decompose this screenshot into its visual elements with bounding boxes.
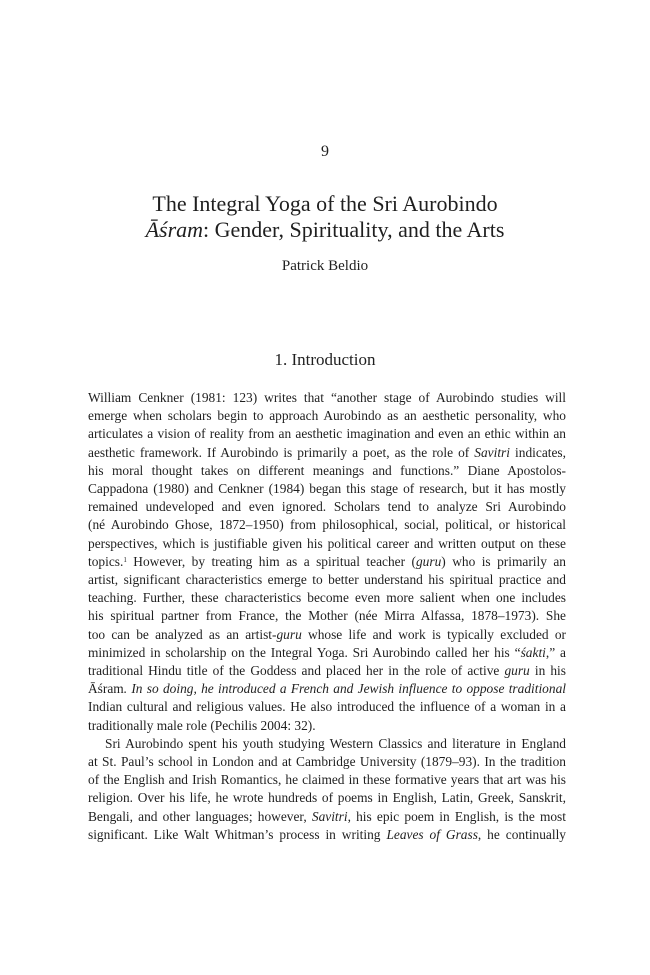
text-line: (né Aurobindo Ghose, 1872–1950) from philosophical, social, political, or historical	[88, 517, 566, 533]
text-line: emerge when scholars begin to approach Aurobindo as an aesthetic personality, who	[88, 408, 566, 424]
text-line: topics.$^1$ However, by treating him as a spiritual teacher (guru) who is primarily an	[88, 553, 567, 569]
text-line: teaching. Further, these characteristics become even more salient when one includes	[88, 590, 566, 606]
section-heading: 1. Introduction	[274, 350, 376, 369]
chapter-title	[0, 191, 650, 243]
italic-term: Savitri	[474, 444, 510, 460]
text-line: remained undeveloped and even ignored. Scholars tend to analyze Sri Aurobindo	[88, 499, 566, 515]
body-text	[88, 389, 566, 844]
paragraph-2	[88, 735, 566, 844]
text-line: Bengali, and other languages; however, Savitri, his epic poem in English, is the most	[88, 808, 566, 824]
chapter-title-line-2-rest: : Gender, Spirituality, and the Arts	[203, 217, 505, 242]
text-line: traditional Hindu title of the Goddess and placed her in the role of active guru in his	[88, 663, 566, 679]
text-line: religion. Over his life, he wrote hundreds of poems in English, Latin, Greek, Sanskrit,	[88, 790, 566, 806]
text-line: his moral thought takes on different meanings and functions.” Diane Apostolos-	[88, 462, 566, 478]
footnote-marker: 1	[123, 555, 127, 564]
text-line: Cappadona (1980) and Cenkner (1984) began this stage of research, but it has mostly	[88, 481, 566, 497]
text-line: minimized in scholarship on the Integral Yoga. Sri Aurobindo called her his “śakti,” a	[88, 644, 566, 660]
text-line: traditionally male role (Pechilis 2004: 32).	[88, 717, 316, 733]
author-name: Patrick Beldio	[281, 258, 369, 274]
italic-term: śakti	[520, 644, 546, 660]
chapter-number: 9	[321, 143, 329, 160]
chapter-title-italic-term: Āśram	[145, 217, 204, 242]
chapter-title-line-2	[0, 217, 650, 243]
text-line: at St. Paul’s school in London and at Cambridge University (1879–93). In the tradition	[88, 754, 566, 770]
text-line: Sri Aurobindo spent his youth studying Western Classics and literature in England	[105, 735, 566, 751]
text-line: significant. Like Walt Whitman’s process in writing Leaves of Grass, he continually	[88, 826, 567, 842]
text-line: William Cenkner (1981: 123) writes that “another stage of Aurobindo studies will	[88, 390, 566, 405]
text-line: perspectives, which is justifiable given his political career and written output on these	[88, 535, 566, 551]
italic-term: Leaves of Grass	[386, 826, 478, 842]
italic-term: . In so doing, he introduced a French and Jewish influence to oppose traditional	[123, 681, 566, 697]
text-line: of the English and Irish Romantics, he claimed in these formative years that art was his	[88, 772, 566, 788]
italic-term: Savitri	[311, 808, 348, 824]
text-line: articulates a vision of reality from an aesthetic imagination and even an ethic within an	[88, 426, 566, 442]
italic-term: guru	[504, 663, 530, 679]
text-line: Indian cultural and religious values. He also introduced the influence of a woman in a	[88, 699, 566, 715]
text-line: Āśram. In so doing, he introduced a French and Jewish influence to oppose traditional	[88, 681, 566, 697]
text-line: his spiritual partner from France, the Mother (née Mirra Alfassa, 1878–1973). She	[88, 608, 566, 624]
italic-term: guru	[415, 553, 442, 569]
text-line: aesthetic framework. If Aurobindo is primarily a poet, as the role of Savitri indicates,	[88, 444, 566, 460]
text-line: artist, significant characteristics emerge to better understand his spiritual practice and	[88, 572, 566, 588]
text-line: too can be analyzed as an artist-guru whose life and work is typically excluded or	[88, 626, 566, 642]
chapter-title-line-1: The Integral Yoga of the Sri Aurobindo	[152, 191, 498, 216]
paragraph-1	[88, 389, 566, 735]
italic-term: guru	[276, 626, 302, 642]
